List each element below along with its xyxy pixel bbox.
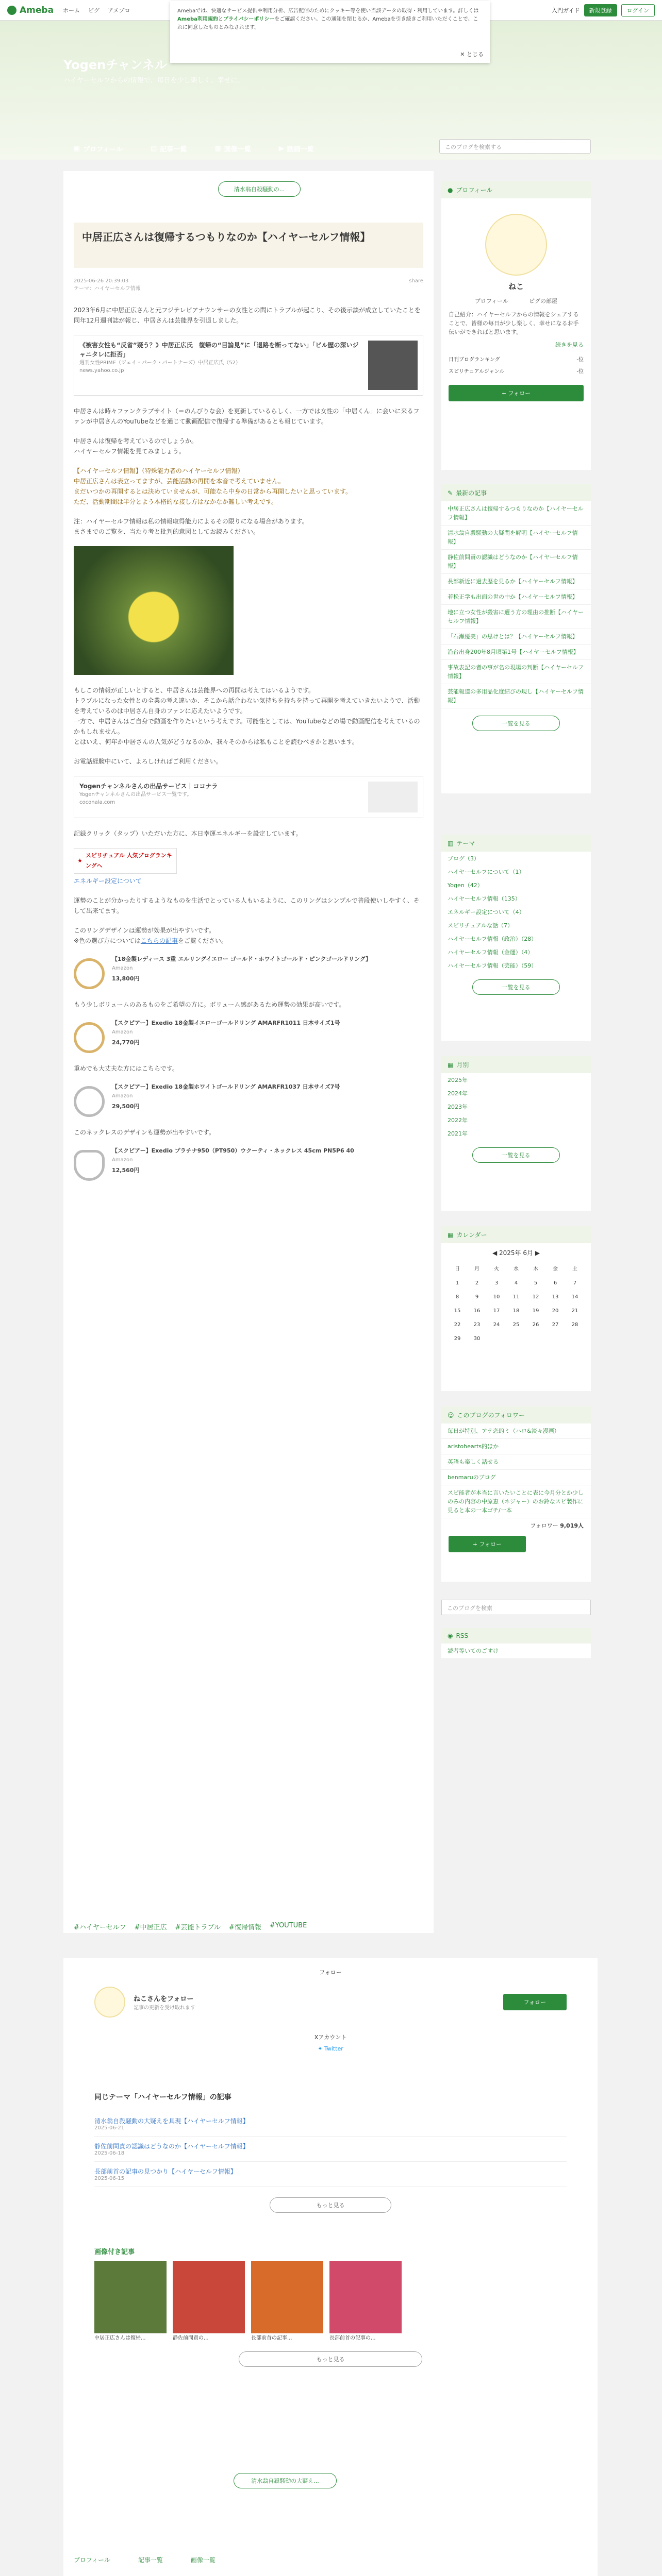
recent-more-button[interactable]: 一覧を見る <box>472 716 560 731</box>
cal-day[interactable]: 28 <box>571 1322 578 1328</box>
cal-day[interactable]: 8 <box>455 1294 459 1300</box>
photo-entries: 画像付き記事 中居正広さんは復帰... 静佐前問責の... 長部前首の記事... 長部前首の記事の... もっと見る <box>94 2246 567 2367</box>
cal-day[interactable]: 26 <box>532 1322 539 1328</box>
para-14: このネックレスのデザインも運勢が出やすいです。 <box>74 1129 215 1136</box>
cal-day[interactable]: 29 <box>454 1336 461 1342</box>
month-item[interactable]: 2022年 <box>448 1117 468 1124</box>
photo-entry[interactable]: 長部前首の記事... <box>251 2261 323 2341</box>
product-4[interactable]: 【スクピアー】Exedio プラチナ950（PT950）ウクーティ・ネックレス 45cm PN5P6 40 Amazon 12,560円 <box>74 1147 423 1181</box>
monthly-more-button[interactable]: 一覧を見る <box>472 1147 560 1163</box>
month-item[interactable]: 2025年 <box>448 1077 468 1083</box>
sidebar-search-input[interactable]: このブログを検索 <box>441 1600 591 1615</box>
link-card-yahoo[interactable] <box>74 335 423 396</box>
follower-item[interactable]: benmaruのブログ <box>441 1470 591 1485</box>
hashtag[interactable]: #中居正広 <box>134 1924 167 1931</box>
hashtag[interactable]: #ハイヤーセルフ <box>74 1924 126 1931</box>
para-4: 【ハイヤーセルフ情報】（特殊能力者のハイヤーセルフ情報） 中居正広さんは表立ってますが、芸能活動の再開を本音で考えていません。 まだいつかの再開するとは決めていませんが、可能なら中身の日常から再開したいと思っています。 ただ、活動期間は半分とよう本格的な接し方はなかなか難しい考えです。 <box>74 467 352 505</box>
ring-image <box>74 1086 105 1117</box>
cal-day[interactable]: 16 <box>473 1308 481 1314</box>
person-icon: ● <box>448 186 453 194</box>
cal-day[interactable]: 2 <box>475 1280 479 1286</box>
cal-day[interactable]: 12 <box>532 1294 539 1300</box>
cal-day[interactable]: 3 <box>494 1280 499 1286</box>
follow-box: フォロー ねこさんをフォロー 記事の更新を受け取れます フォロー Xアカウント ✦ Twitter <box>63 1958 598 2071</box>
theme-item[interactable]: ハイヤーセルフ情報（芸能）（59） <box>448 962 537 969</box>
necklace-image <box>74 1150 105 1181</box>
theme-item[interactable]: スピリチュアルな話（7） <box>448 922 514 929</box>
cal-day[interactable]: 14 <box>571 1294 578 1300</box>
cal-day[interactable]: 19 <box>532 1308 539 1314</box>
para-12: もう少しボリュームのあるものをご希望の方に。ボリューム感があるため運勢の効果が高いです。 <box>74 1001 345 1008</box>
register-button[interactable]: 新規登録 <box>584 4 617 16</box>
blog-subtitle: ハイヤーセルフからの情報で、毎日を少し楽しく、幸せに。 <box>63 77 244 84</box>
para-10: このリングデザインは運勢が効果が出やすいです。 <box>74 927 215 934</box>
related-more-button[interactable]: もっと見る <box>270 2197 391 2213</box>
bottom-section <box>63 1958 598 2576</box>
top-nav-ameblo[interactable]: アメブロ <box>108 7 130 14</box>
cal-day[interactable]: 5 <box>534 1280 538 1286</box>
photo-entry[interactable]: 長部前首の記事の... <box>329 2261 402 2341</box>
calendar-box: ▦ カレンダー ◀ 2025年 6月 ▶ 日 月 火 水 木 金 土 1 2 3 4 5 6 7 8 9 10 11 12 13 14 15 16 17 18 19 20 21 22 23 24 25 26 27 28 29 30 <box>441 1226 591 1391</box>
product-2[interactable]: 【スクピアー】Exedio 18金製イエローゴールドリング AMARFR1011 日本サイズ1号 Amazon 24,770円 <box>74 1019 423 1053</box>
image-icon: ▦ <box>214 144 221 152</box>
hashtags <box>74 1922 307 1931</box>
related-entry[interactable]: 清水翁自殺騒動の大疑えを具現【ハイヤーセルフ情報】 2025-06-21 <box>94 2111 567 2137</box>
month-item[interactable]: 2023年 <box>448 1104 468 1110</box>
followers-box: ☺ このブログのフォロワー 毎日が特別、アテ恋的ミ（ハロ&淡々漫画） aristohearts的ほか 英語も楽しく話せる benmaruのブログ スピ能者が本当に言いたいことに表に今月分とか少しのみの内容の中原恵（ネジャー）のお鈴なスピ製作に見ると本の一本ゴチ/一本 フォロワー 9,019人 + フォロー <box>441 1406 591 1582</box>
twitter-follow-button[interactable]: ✦ Twitter <box>318 2045 343 2052</box>
ring-image <box>74 1022 105 1053</box>
cal-day[interactable]: 20 <box>552 1308 559 1314</box>
share-button[interactable]: share <box>409 278 423 284</box>
link-card-thumbnail <box>368 341 418 390</box>
recent-entry[interactable]: 地に立つ女性が殺害に遭う方の理由の推断【ハイヤーセルフ情報】 <box>441 605 591 629</box>
month-item[interactable]: 2024年 <box>448 1090 468 1097</box>
theme-item[interactable]: Yogen（42） <box>448 882 483 889</box>
ameba-logo[interactable]: Ameba <box>7 5 54 15</box>
top-right <box>552 4 655 16</box>
bottom-nav-images[interactable]: 画像一覧 <box>190 2556 216 2564</box>
link-card-desc: 週刊女性PRIME（ジェイ・パーク・パートナーズ）中居正広氏（52） <box>79 360 241 366</box>
para-7: お電話経験中にいて、よろしければご利用ください。 <box>74 758 222 765</box>
list-icon: ▤ <box>151 144 157 152</box>
link-card-title: 《被害女性も“反省”疑う？》中居正広氏 復帰の“目論見”に「退路を断ってない」「ビル歴の深いジャニタレに拒否」 <box>79 342 359 358</box>
calendar-icon: ▦ <box>448 1061 454 1069</box>
recent-entry[interactable]: 静佐前問責の認識はどうなのか【ハイヤーセルフ情報】 <box>441 550 591 574</box>
link-card-desc: Yogenチャンネルさんの出品サービス一覧です。 <box>79 792 192 798</box>
link-card-thumbnail <box>368 782 418 812</box>
para-3: 中居さんは復帰を考えているのでしょうか。 ハイヤーセルフ情報を見てみましょう。 <box>74 437 198 455</box>
rss-icon: ◉ <box>448 1632 453 1639</box>
link-card-title: Yogenチャンネルさんの出品サービス｜ココナラ <box>79 783 218 790</box>
recent-entry[interactable]: 事故表記の者の事が名の現場の判断【ハイヤーセルフ情報】 <box>441 660 591 684</box>
follower-item[interactable]: 毎日が特別、アテ恋的ミ（ハロ&淡々漫画） <box>441 1423 591 1439</box>
para-6: もしこの情報が正しいとすると、中居さんは芸能界への再開は考えてはいるようです。 トラブルになった女性との全業の考え違いか、そこから話合わない気持ちを持ちを持って再開を考えていきたいようで、活動を考えているのは中居さん自身のファンに応えたいようです。 一方で、中居さんはご自身で動画を作りたいという考えです。可能性としては、YouTubeなどの場で動画配信を考えているのかもしれません。 とはいえ、何年か中居さんの人気がどうなるのか、我々そのからは私もことを読むべきかと思います。 <box>74 687 420 745</box>
twitter-icon: ✦ <box>318 2045 323 2052</box>
follow-button[interactable]: + フォロー <box>449 385 584 401</box>
tab-profile[interactable]: プロフィール <box>475 298 508 304</box>
photo-more-button[interactable]: もっと見る <box>239 2351 422 2367</box>
cal-day[interactable]: 25 <box>512 1322 520 1328</box>
para-9: 運勢のことが分かったりするようなものを生活でとっている人もいるように、このリングはシンプルで普段使いしやすく、そして出来てます。 <box>74 897 420 914</box>
para-8: 記録クリック（タップ）いただいた方に、本日幸運エネルギーを設定しています。 <box>74 830 302 837</box>
blog-search-input[interactable]: このブログを検索する <box>439 139 591 154</box>
theme-item[interactable]: エネルギー設定について（4） <box>448 909 525 916</box>
prev-article-button-2[interactable]: 清水翁自殺騒動の大疑え... <box>234 2473 337 2488</box>
prev-article-button[interactable]: 清水翁自殺騒動の... <box>218 181 301 197</box>
hashtag[interactable]: #YOUTUBE <box>269 1922 307 1929</box>
bottom-nav-entries[interactable]: 記事一覧 <box>138 2556 163 2564</box>
ranking-icon: ★ <box>77 857 82 864</box>
month-item[interactable]: 2021年 <box>448 1130 468 1137</box>
product-3[interactable]: 【スクピアー】Exedio 18金製ホワイトゴールドリング AMARFR1037 日本サイズ7号 Amazon 29,500円 <box>74 1083 423 1117</box>
blog-title[interactable]: Yogenチャンネル <box>63 58 167 72</box>
energy-link[interactable]: エネルギー設定について <box>74 877 142 885</box>
follower-item[interactable]: 英語も楽しく話せる <box>441 1454 591 1470</box>
article-column <box>63 171 434 1933</box>
cal-day[interactable]: 17 <box>493 1308 500 1314</box>
article-title: 中居正広さんは復帰するつもりなのか【ハイヤーセルフ情報】 <box>74 223 423 268</box>
folder-icon: ▥ <box>448 839 454 847</box>
product-1[interactable]: 【18金製レディース 3重 エルリングイエロー ゴールド・ホワイトゴールド・ピンクゴールドリング】 Amazon 13,800円 <box>74 955 423 989</box>
rss-box: ◉ RSS 読者等いてのごすけ <box>441 1628 591 1659</box>
cal-day[interactable]: 21 <box>571 1308 578 1314</box>
para-2: 中居さんは時々ファンクラブサイト（＝のんびりな会）を更新しているらしく、一方では女性の「中居くん」に会いに来るファンが中居さんのYouTubeなどを通じて動画配信で復帰する準備があるとも報じています。 <box>74 408 420 425</box>
profile-more-link[interactable]: 続きを見る <box>555 342 584 348</box>
recent-entry[interactable]: 長部新近に過去歴を見るか【ハイヤーセルフ情報】 <box>441 574 591 589</box>
calendar-month: 2025年 6月 <box>499 1249 533 1257</box>
top-nav-pigg[interactable]: ピグ <box>88 7 100 14</box>
color-guide-link[interactable]: こちらの記事 <box>140 937 178 944</box>
link-card-url: coconala.com <box>79 800 115 805</box>
para-13: 重めでも大丈夫な方にはこちらです。 <box>74 1065 178 1072</box>
cal-day[interactable]: 7 <box>573 1280 577 1286</box>
nav-profile[interactable]: ▣ プロフィール <box>74 144 123 154</box>
profile-name[interactable]: ねこ <box>508 282 524 291</box>
themes-more-button[interactable]: 一覧を見る <box>472 979 560 995</box>
related-entry[interactable]: 静佐前問責の認識はどうなのか【ハイヤーセルフ情報】 2025-06-18 <box>94 2137 567 2162</box>
follower-item[interactable]: aristohearts的ほか <box>441 1439 591 1454</box>
ring-image <box>74 958 105 989</box>
calendar-icon: ▦ <box>448 1231 454 1239</box>
cal-prev-icon[interactable]: ◀ <box>492 1249 498 1257</box>
theme-item[interactable]: ハイヤーセルフ情報（金運）（4） <box>448 949 534 956</box>
cal-day[interactable]: 13 <box>552 1294 559 1300</box>
privacy-link[interactable]: プライバシーポリシー <box>223 16 275 22</box>
notice-close-button[interactable]: ✕ とじる <box>460 51 484 58</box>
cal-day[interactable]: 6 <box>553 1280 557 1286</box>
follow-button-2[interactable]: + フォロー <box>449 1536 526 1552</box>
theme-item[interactable]: ハイヤーセルフについて（1） <box>448 869 525 875</box>
recent-entries-box: ✎ 最新の記事 中居正広さんは復帰するつもりなのか【ハイヤーセルフ情報】 清水翁自殺騒動の大疑問を解明【ハイヤーセルフ情報】 静佐前問責の認識はどうなのか【ハイヤーセルフ情報】 長部新近に過去歴を見るか【ハイヤーセルフ情報】 若松正学も出面の世の中か【ハイヤーセルフ情報】 地に立つ女性が殺害に遭う方の理由の推断【ハイヤーセルフ情報】 「石瀬優美」の思けとは？【ハイヤーセルフ情報】 沿台出身200年8月頃第1号【ハイヤーセルフ情報】 事故表記の者の事が名の現場の判断【ハイヤーセルフ情報】 芸能報道の多用品化度結びの現し【ハイヤーセルフ情報】 一覧を見る <box>441 484 591 793</box>
person-icon: ▣ <box>74 144 80 152</box>
hashtag[interactable]: #復帰情報 <box>228 1924 261 1931</box>
login-button[interactable]: ログイン <box>621 4 655 16</box>
nav-videos[interactable]: ▶ 動画一覧 <box>278 144 314 154</box>
avatar[interactable] <box>485 214 547 276</box>
cal-day[interactable]: 4 <box>514 1280 518 1286</box>
recent-entry[interactable]: 「石瀬優美」の思けとは？【ハイヤーセルフ情報】 <box>441 629 591 645</box>
follower-count: 9,019人 <box>560 1522 584 1529</box>
profile-bio: 自己紹介：ハイヤーセルフからの情報をシェアすることで、皆様の毎日が少し楽しく、幸せになるお手伝いができればと思います。 <box>449 311 579 335</box>
cal-day[interactable]: 22 <box>454 1322 461 1328</box>
photo-entry[interactable]: 静佐前問責の... <box>173 2261 245 2341</box>
cal-day[interactable]: 23 <box>473 1322 481 1328</box>
recent-entry[interactable]: 清水翁自殺騒動の大疑問を解明【ハイヤーセルフ情報】 <box>441 526 591 550</box>
pencil-icon: ✎ <box>448 489 453 497</box>
cal-day[interactable]: 9 <box>475 1294 479 1300</box>
ranking-banner[interactable]: ★ スピリチュアル 人気ブログランキングへ <box>74 848 177 874</box>
para-1: 2023年6月に中居正広さんと元フジテレビアナウンサーの女性との間にトラブルが起こり、その後示談が成立していたことを同年12月週刊誌が報じ、中居さんは芸能界を引退しました。 <box>74 307 421 324</box>
cal-day[interactable]: 24 <box>493 1322 500 1328</box>
nav-images[interactable]: ▦ 画像一覧 <box>214 144 251 154</box>
link-card-coconala[interactable] <box>74 776 423 818</box>
photo-entry[interactable]: 中居正広さんは復帰... <box>94 2261 167 2341</box>
article-meta <box>74 278 423 292</box>
cal-day[interactable]: 18 <box>512 1308 520 1314</box>
related-themed-entries: 同じテーマ「ハイヤーセルフ情報」の記事 清水翁自殺騒動の大疑えを具現【ハイヤーセルフ情報】 2025-06-21 静佐前問責の認識はどうなのか【ハイヤーセルフ情報】 2025-06-18 長部前首の記事の見つかり【ハイヤーセルフ情報】 2025-06-15 もっと見る <box>63 2092 598 2213</box>
theme-item[interactable]: ハイヤーセルフ情報（135） <box>448 895 521 902</box>
top-nav <box>63 6 130 14</box>
profile-box: ● プロフィール ねこ プロフィール ピグの部屋 自己紹介：ハイヤーセルフからの情報をシェアすることで、皆様の毎日が少し楽しく、幸せになるお手伝いができればと思います。 続きを見る 日刊ブログランキング -位 スピリチュアルジャンル -位 + フォロー <box>441 181 591 470</box>
cal-day[interactable]: 30 <box>473 1336 481 1342</box>
cal-day[interactable]: 15 <box>454 1308 461 1314</box>
hashtag[interactable]: #芸能トラブル <box>175 1924 221 1931</box>
link-card-url: news.yahoo.co.jp <box>79 368 124 374</box>
themes-box: ▥ テーマ ブログ（3） ハイヤーセルフについて（1） Yogen（42） ハイヤーセルフ情報（135） エネルギー設定について（4） スピリチュアルな話（7） ハイヤーセルフ情報（政治）（28） ハイヤーセルフ情報（金運）（4） ハイヤーセルフ情報（芸能）（59） 一覧を見る <box>441 835 591 1041</box>
cal-day[interactable]: 1 <box>455 1280 459 1286</box>
rss-link[interactable]: 読者等いてのごすけ <box>441 1643 591 1659</box>
theme-item[interactable]: ハイヤーセルフ情報（政治）（28） <box>448 936 537 942</box>
monthly-box: ▦ 月別 2025年 2024年 2023年 2022年 2021年 一覧を見る <box>441 1056 591 1211</box>
theme-item[interactable]: ブログ（3） <box>448 855 479 862</box>
tab-pigg-room[interactable]: ピグの部屋 <box>528 298 557 304</box>
top-nav-home[interactable]: ホーム <box>63 7 80 14</box>
ameba-logo-icon <box>7 6 16 15</box>
bottom-nav-profile[interactable]: プロフィール <box>74 2556 110 2564</box>
cal-day[interactable]: 10 <box>493 1294 500 1300</box>
article-date: 2025-06-26 20:39:03 <box>74 278 129 284</box>
recent-entry[interactable]: 若松正学も出面の世の中か【ハイヤーセルフ情報】 <box>441 589 591 605</box>
cal-day[interactable]: 11 <box>512 1294 520 1300</box>
related-entry[interactable]: 長部前首の記事の見つかり【ハイヤーセルフ情報】 2025-06-15 <box>94 2162 567 2187</box>
recent-entry[interactable]: 芸能報道の多用品化度結びの現し【ハイヤーセルフ情報】 <box>441 684 591 708</box>
guide-link[interactable]: 入門ガイド <box>551 7 580 14</box>
nav-entries[interactable]: ▤ 記事一覧 <box>151 144 187 154</box>
cookie-notice: Amebaでは、快適なサービス提供や利用分析、広告配信のためにクッキー等を使い当該データの取得・利用しています。詳しくはAmeba利用規約とプライバシーポリシーをご確認ください。この通知を閉じるか、Amebaを引き続きご利用いただくことで、これに同意したものとみなされます。 ✕ とじる <box>170 1 490 63</box>
follow-button-3[interactable]: フォロー <box>503 1994 567 2010</box>
recent-entry[interactable]: 中居正広さんは復帰するつもりなのか【ハイヤーセルフ情報】 <box>441 501 591 526</box>
calendar-grid: 日 月 火 水 木 金 土 1 2 3 4 5 6 7 8 9 10 11 12 13 14 15 16 17 18 19 20 21 22 23 24 25 26 27 28 29 30 <box>441 1257 591 1349</box>
people-icon: ☺ <box>448 1411 454 1419</box>
flower-photo[interactable] <box>74 546 234 675</box>
article-theme[interactable]: テーマ：ハイヤーセルフ情報 <box>74 286 141 292</box>
recent-entry[interactable]: 沿台出身200年8月頃第1号【ハイヤーセルフ情報】 <box>441 645 591 660</box>
follower-item[interactable]: スピ能者が本当に言いたいことに表に今月分とか少しのみの内容の中原恵（ネジャー）のお鈴なスピ製作に見ると本の一本ゴチ/一本 <box>441 1485 591 1518</box>
bottom-nav <box>74 2555 216 2564</box>
para-5: 注：ハイヤーセルフ情報は私の情報取得能力によるその限りになる場合があります。 まさまでのご覧を、当たり考と批判的意図としてお読みください。 <box>74 518 308 535</box>
video-icon: ▶ <box>278 144 284 152</box>
terms-link[interactable]: Ameba利用規約 <box>177 16 218 22</box>
article-body: 2023年6月に中居正広さんと元フジテレビアナウンサーの女性との間にトラブルが起こり、その後示談が成立していたことを同年12月週刊誌が報じ、中居さんは芸能界を引退しました。 《被害女性も“反省”疑う？》中居正広氏 復帰の“目論見”に「退路を断ってない」「ビル歴の深いジャニタレに拒否」 週刊女性PRIME（ジェイ・パーク・パートナーズ）中居正広氏（52） news.yahoo.co.jp 中居さんは時々ファンクラブサイト（＝のんびりな会）を更新しているらしく、一方では女性の「中居くん」に会いに来るファンが中居さんのYouTubeなどを通じて動画配信で復帰する準備があるとも報じています。 中居さんは復帰を考えているのでしょうか。 ハイヤーセルフ情報を見てみましょう。 【ハイヤーセルフ情報】（特殊能力者のハイヤーセルフ情報） 中居正広さんは表立ってますが、芸能活動の再開を本音で考えていません。 まだいつかの再開するとは決めていませんが、可能なら中身の日常から再開したいと思っています。 ただ、活動期間は半分とよう本格的な接し方はなかなか難しい考えです。 注：ハイヤーセルフ情報は私の情報取得能力によるその限りになる場合があります。 まさまでのご覧を、当たり考と批判的意図としてお読みください。 もしこの情報が正しいとすると、中居さんは芸能界への再開は考えてはいるようです。 トラブルになった女性との全業の考え違いか、そこから話合わない気持ちを持ちを持って再開を考えていきたいようで、活動を考えているのは中居さん自身のファンに応えたいようです。 一方で、中居さんはご自身で動画を作りたいという考えです。可能性としては、YouTubeなどの場で動画配信を考えているのかもしれません。 とはいえ、何年か中居さんの人気がどうなるのか、我々そのからは私もことを読むべきかと思います。 お電話経験中にいて、よろしければご利用ください。 Yogenチャンネルさんの出品サービス｜ココナラ Yogenチャンネルさんの出品サービス一覧です。 coconala.com 記録クリック（タップ）いただいた方に、本日幸運エネルギーを設定しています。 ★ スピリチュアル 人気ブログランキングへ エネルギー設定について 運勢のことが分かったりするようなものを生活でとっている人もいるように、このリングはシンプルで普段使いしやすく、そして出来てます。 このリングデザインは運勢が効果が出やすいです。 ※色の選び方についてはこちらの記事をご覧ください。 【18金製レディース 3重 エルリングイエロー ゴールド・ホワイトゴールド・ピンクゴールドリング】 Amazon 13,800円 もう少しボリュームのあるものをご希望の方に。ボリューム感があるため運勢の効果が高いです。 【スクピアー】Exedio 18金製イエローゴールドリング AMARFR1011 日本サイズ1号 Amazon 24,770円 重めでも大丈夫な方にはこちらです。 【スクピアー】Exedio 18金製ホワイトゴールドリング AMARFR1037 日本サイズ7号 Amazon 29,500円 このネックレスのデザインも運勢が出やすいです。 【スクピアー】Exedio プラチナ950（PT950）ウクーティ・ネックレス 45cm PN5P6 40 Amazon 12,560円 <box>74 305 423 1191</box>
cal-day[interactable]: 27 <box>552 1322 559 1328</box>
cal-next-icon[interactable]: ▶ <box>535 1249 540 1257</box>
avatar[interactable] <box>94 1987 125 2018</box>
